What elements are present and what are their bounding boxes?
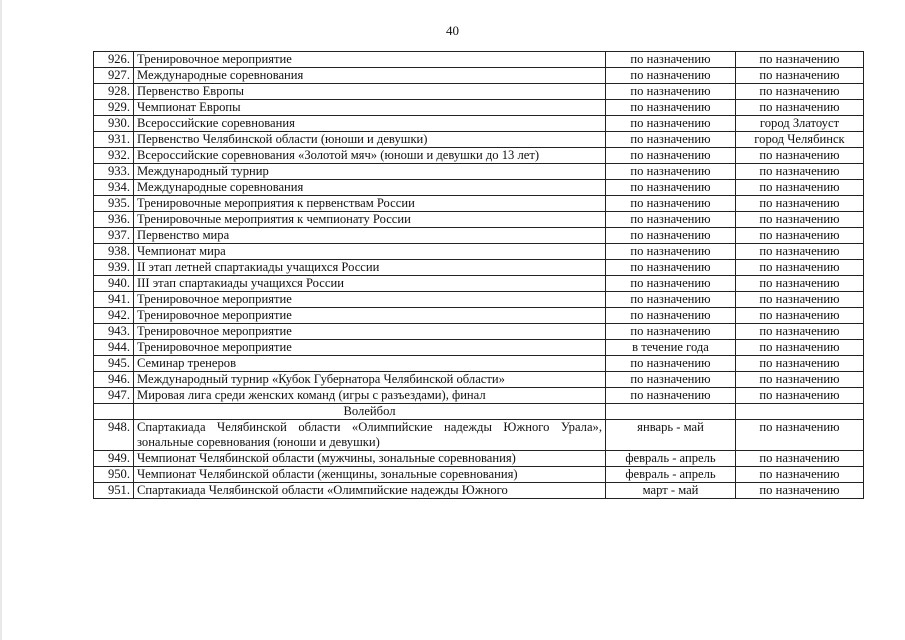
event-date: февраль - апрель — [606, 451, 736, 467]
event-date: по назначению — [606, 212, 736, 228]
event-name: Всероссийские соревнования «Золотой мяч» (юноши и девушки до 13 лет) — [134, 148, 606, 164]
event-date: по назначению — [606, 356, 736, 372]
row-number: 948. — [94, 420, 134, 451]
event-place: по назначению — [736, 52, 864, 68]
table-row — [94, 132, 864, 148]
table-row — [94, 420, 864, 451]
row-number: 940. — [94, 276, 134, 292]
table-row — [94, 467, 864, 483]
row-number: 950. — [94, 467, 134, 483]
event-name: Спартакиада Челябинской области «Олимпийские надежды Южного Урала», зональные соревнования (юноши и девушки) — [134, 420, 606, 451]
row-number: 938. — [94, 244, 134, 260]
table-row — [94, 52, 864, 68]
table-row — [94, 148, 864, 164]
section-num-cell — [94, 404, 134, 420]
table-row — [94, 372, 864, 388]
row-number: 926. — [94, 52, 134, 68]
event-place: город Челябинск — [736, 132, 864, 148]
event-place: по назначению — [736, 212, 864, 228]
event-date: по назначению — [606, 324, 736, 340]
row-number: 930. — [94, 116, 134, 132]
row-number: 932. — [94, 148, 134, 164]
event-date: по назначению — [606, 180, 736, 196]
table-row — [94, 308, 864, 324]
event-name: Чемпионат Европы — [134, 100, 606, 116]
event-name: Тренировочные мероприятия к первенствам России — [134, 196, 606, 212]
event-place: по назначению — [736, 260, 864, 276]
table-row — [94, 116, 864, 132]
section-empty-cell — [606, 404, 736, 420]
event-date: по назначению — [606, 100, 736, 116]
scan-edge — [0, 0, 2, 640]
event-name: Международные соревнования — [134, 68, 606, 84]
event-place: по назначению — [736, 372, 864, 388]
event-place: по назначению — [736, 100, 864, 116]
event-place: по назначению — [736, 324, 864, 340]
event-name: Международный турнир — [134, 164, 606, 180]
row-number: 941. — [94, 292, 134, 308]
section-empty-cell — [736, 404, 864, 420]
page-number: 40 — [446, 23, 459, 38]
event-name: Тренировочные мероприятия к чемпионату России — [134, 212, 606, 228]
event-name: Чемпионат мира — [134, 244, 606, 260]
section-row — [94, 404, 864, 420]
row-number: 934. — [94, 180, 134, 196]
event-place: по назначению — [736, 164, 864, 180]
event-date: январь - май — [606, 420, 736, 451]
event-name: Первенство мира — [134, 228, 606, 244]
event-place: по назначению — [736, 180, 864, 196]
events-table-body — [94, 52, 864, 499]
event-name: Международный турнир «Кубок Губернатора Челябинской области» — [134, 372, 606, 388]
event-name: II этап летней спартакиады учащихся России — [134, 260, 606, 276]
event-place: по назначению — [736, 148, 864, 164]
event-date: по назначению — [606, 148, 736, 164]
table-row — [94, 340, 864, 356]
event-name: Международные соревнования — [134, 180, 606, 196]
row-number: 933. — [94, 164, 134, 180]
event-date: по назначению — [606, 276, 736, 292]
event-date: март - май — [606, 483, 736, 499]
event-place: по назначению — [736, 340, 864, 356]
row-number: 936. — [94, 212, 134, 228]
row-number: 951. — [94, 483, 134, 499]
event-place: по назначению — [736, 228, 864, 244]
event-date: февраль - апрель — [606, 467, 736, 483]
event-name: Тренировочное мероприятие — [134, 52, 606, 68]
event-name: Спартакиада Челябинской области «Олимпийские надежды Южного — [134, 483, 606, 499]
section-title: Волейбол — [134, 404, 606, 420]
event-place: по назначению — [736, 388, 864, 404]
event-place: по назначению — [736, 420, 864, 451]
event-name: Первенство Европы — [134, 84, 606, 100]
event-name: Тренировочное мероприятие — [134, 340, 606, 356]
table-row — [94, 180, 864, 196]
row-number: 935. — [94, 196, 134, 212]
table-row — [94, 260, 864, 276]
table-row — [94, 388, 864, 404]
row-number: 947. — [94, 388, 134, 404]
event-place: по назначению — [736, 308, 864, 324]
event-date: по назначению — [606, 308, 736, 324]
event-name: Мировая лига среди женских команд (игры с разъездами), финал — [134, 388, 606, 404]
row-number: 939. — [94, 260, 134, 276]
row-number: 946. — [94, 372, 134, 388]
table-row — [94, 292, 864, 308]
event-place: по назначению — [736, 292, 864, 308]
row-number: 928. — [94, 84, 134, 100]
event-date: по назначению — [606, 52, 736, 68]
table-row — [94, 483, 864, 499]
event-name: Тренировочное мероприятие — [134, 308, 606, 324]
row-number: 929. — [94, 100, 134, 116]
event-name: Тренировочное мероприятие — [134, 324, 606, 340]
event-place: по назначению — [736, 196, 864, 212]
event-date: по назначению — [606, 164, 736, 180]
table-row — [94, 212, 864, 228]
table-row — [94, 84, 864, 100]
event-name: Чемпионат Челябинской области (мужчины, зональные соревнования) — [134, 451, 606, 467]
event-date: по назначению — [606, 68, 736, 84]
row-number: 943. — [94, 324, 134, 340]
table-row — [94, 100, 864, 116]
event-date: по назначению — [606, 372, 736, 388]
event-name: Семинар тренеров — [134, 356, 606, 372]
event-place: по назначению — [736, 84, 864, 100]
row-number: 927. — [94, 68, 134, 84]
table-row — [94, 276, 864, 292]
event-date: по назначению — [606, 292, 736, 308]
events-table — [93, 51, 864, 499]
table-row — [94, 164, 864, 180]
event-place: по назначению — [736, 68, 864, 84]
row-number: 944. — [94, 340, 134, 356]
event-name: III этап спартакиады учащихся России — [134, 276, 606, 292]
event-name: Всероссийские соревнования — [134, 116, 606, 132]
event-place: по назначению — [736, 356, 864, 372]
event-date: по назначению — [606, 196, 736, 212]
row-number: 937. — [94, 228, 134, 244]
row-number: 942. — [94, 308, 134, 324]
table-row — [94, 244, 864, 260]
event-date: по назначению — [606, 244, 736, 260]
event-place: город Златоуст — [736, 116, 864, 132]
row-number: 949. — [94, 451, 134, 467]
event-name: Чемпионат Челябинской области (женщины, зональные соревнования) — [134, 467, 606, 483]
event-name: Тренировочное мероприятие — [134, 292, 606, 308]
table-row — [94, 228, 864, 244]
event-name: Первенство Челябинской области (юноши и девушки) — [134, 132, 606, 148]
event-date: по назначению — [606, 116, 736, 132]
event-date: по назначению — [606, 132, 736, 148]
event-date: по назначению — [606, 260, 736, 276]
table-row — [94, 356, 864, 372]
event-place: по назначению — [736, 276, 864, 292]
event-place: по назначению — [736, 244, 864, 260]
row-number: 931. — [94, 132, 134, 148]
event-date: в течение года — [606, 340, 736, 356]
table-row — [94, 196, 864, 212]
event-date: по назначению — [606, 228, 736, 244]
row-number: 945. — [94, 356, 134, 372]
table-row — [94, 68, 864, 84]
table-row — [94, 324, 864, 340]
event-place: по назначению — [736, 483, 864, 499]
table-row — [94, 451, 864, 467]
event-place: по назначению — [736, 451, 864, 467]
event-date: по назначению — [606, 84, 736, 100]
event-date: по назначению — [606, 388, 736, 404]
event-place: по назначению — [736, 467, 864, 483]
